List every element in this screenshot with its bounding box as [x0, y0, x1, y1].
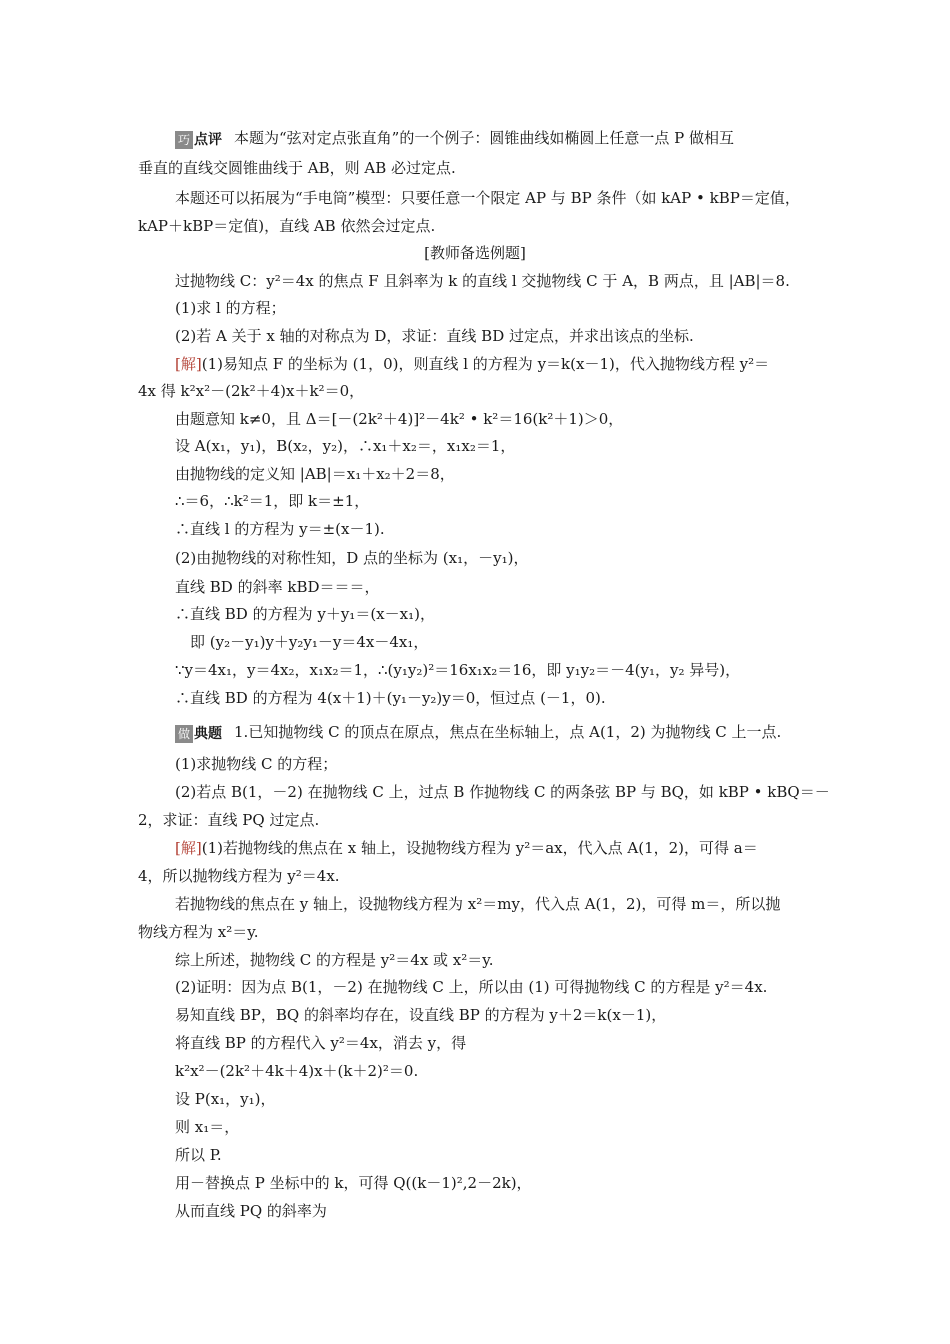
solution-line-7: ∴直线 l 的方程为 y＝±(x－1).	[175, 520, 385, 538]
solution-line-5: 由抛物线的定义知 |AB|＝x₁＋x₂＋2＝8，	[175, 465, 455, 483]
practice-solution-5: 综上所述，抛物线 C 的方程是 y²＝4x 或 x²＝y.	[175, 951, 494, 969]
solution-line-13: ∴直线 BD 的方程为 4(x＋1)＋(y₁－y₂)y＝0，恒过点 (－1，0).	[175, 689, 606, 707]
practice-solution-10: 设 P(x₁，y₁)，	[175, 1090, 276, 1108]
solution-line-4: 设 A(x₁，y₁)，B(x₂，y₂)，∴x₁＋x₂＝，x₁x₂＝1，	[175, 437, 516, 455]
practice-q2: (2)若点 B(1，－2) 在抛物线 C 上，过点 B 作抛物线 C 的两条弦 BP 与 BQ，如 kBP • kBQ＝－	[175, 783, 830, 801]
remark-line-4: kAP＋kBP＝定值)，直线 AB 依然会过定点.	[138, 217, 436, 235]
practice-solution-4: 物线方程为 x²＝y.	[138, 923, 259, 941]
practice-solution-12: 所以 P.	[175, 1146, 222, 1164]
remark-line-1: 巧 点评 本题为“弦对定点张直角”的一个例子：圆锥曲线如椭圆上任意一点 P 做相互	[175, 128, 734, 150]
remark-tag: 巧 点评	[175, 129, 234, 150]
practice-solution-7: 易知直线 BP，BQ 的斜率均存在，设直线 BP 的方程为 y＋2＝k(x－1)，	[175, 1006, 667, 1024]
practice-q2-cont: 2，求证：直线 PQ 过定点.	[138, 811, 320, 829]
practice-q1: (1)求抛物线 C 的方程；	[175, 755, 338, 773]
solution-line-11: 即 (y₂－y₁)y＋y₂y₁－y＝4x－4x₁，	[190, 633, 429, 651]
practice-solution-6: (2)证明：因为点 B(1，－2) 在抛物线 C 上，所以由 (1) 可得抛物线 C 的方程是 y²＝4x.	[175, 978, 768, 996]
solution-line-8: (2)由抛物线的对称性知，D 点的坐标为 (x₁，－y₁)，	[175, 549, 529, 567]
solution-line-10: ∴直线 BD 的方程为 y＋y₁＝(x－x₁)，	[175, 605, 435, 623]
solution-line-2: 4x 得 k²x²－(2k²＋4)x＋k²＝0，	[138, 382, 365, 400]
practice-tag: 做 典题	[175, 723, 234, 744]
solution-line-9: 直线 BD 的斜率 kBD＝＝＝，	[175, 578, 380, 596]
solution-line-12: ∵y＝4x₁，y＝4x₂，x₁x₂＝1，∴(y₁y₂)²＝16x₁x₂＝16，即 y₁y₂＝－4(y₁，y₂ 异号)，	[175, 661, 741, 679]
practice-solution-8: 将直线 BP 的方程代入 y²＝4x，消去 y，得	[175, 1034, 467, 1052]
practice-solution-13: 用－替换点 P 坐标中的 k，可得 Q((k－1)²,2－2k)，	[175, 1174, 532, 1192]
example-stem: 过抛物线 C：y²＝4x 的焦点 F 且斜率为 k 的直线 l 交抛物线 C 于 A，B 两点，且 |AB|＝8.	[175, 272, 790, 290]
solution-line-1: [解](1)易知点 F 的坐标为 (1，0)，则直线 l 的方程为 y＝k(x－1)，代入抛物线方程 y²＝	[175, 355, 770, 373]
solution-line-3: 由题意知 k≠0，且 Δ＝[－(2k²＋4)]²－4k² • k²＝16(k²＋1)＞0，	[175, 410, 624, 428]
practice-solution-1: [解](1)若抛物线的焦点在 x 轴上，设抛物线方程为 y²＝ax，代入点 A(1，2)，可得 a＝	[175, 839, 758, 857]
example-q2: (2)若 A 关于 x 轴的对称点为 D，求证：直线 BD 过定点，并求出该点的坐标.	[175, 327, 694, 345]
example-q1: (1)求 l 的方程；	[175, 299, 286, 317]
section-heading: [教师备选例题]	[424, 244, 526, 262]
practice-solution-14: 从而直线 PQ 的斜率为	[175, 1202, 327, 1220]
practice-solution-9: k²x²－(2k²＋4k＋4)x＋(k＋2)²＝0.	[175, 1062, 419, 1080]
solution-label: [解]	[175, 355, 202, 373]
remark-line-2: 垂直的直线交圆锥曲线于 AB，则 AB 必过定点.	[138, 159, 456, 177]
practice-solution-label: [解]	[175, 839, 202, 857]
practice-solution-3: 若抛物线的焦点在 y 轴上，设抛物线方程为 x²＝my，代入点 A(1，2)，可得 m＝，所以抛	[175, 895, 781, 913]
practice-solution-2: 4，所以抛物线方程为 y²＝4x.	[138, 867, 340, 885]
practice-line-1: 做 典题 1.已知抛物线 C 的顶点在原点，焦点在坐标轴上，点 A(1，2) 为抛物线 C 上一点.	[175, 722, 781, 744]
remark-line-3: 本题还可以拓展为“手电筒”模型：只要任意一个限定 AP 与 BP 条件（如 kAP • kBP＝定值，	[175, 189, 800, 207]
practice-solution-11: 则 x₁＝，	[175, 1118, 240, 1136]
solution-line-6: ∴＝6，∴k²＝1，即 k＝±1，	[175, 492, 370, 510]
